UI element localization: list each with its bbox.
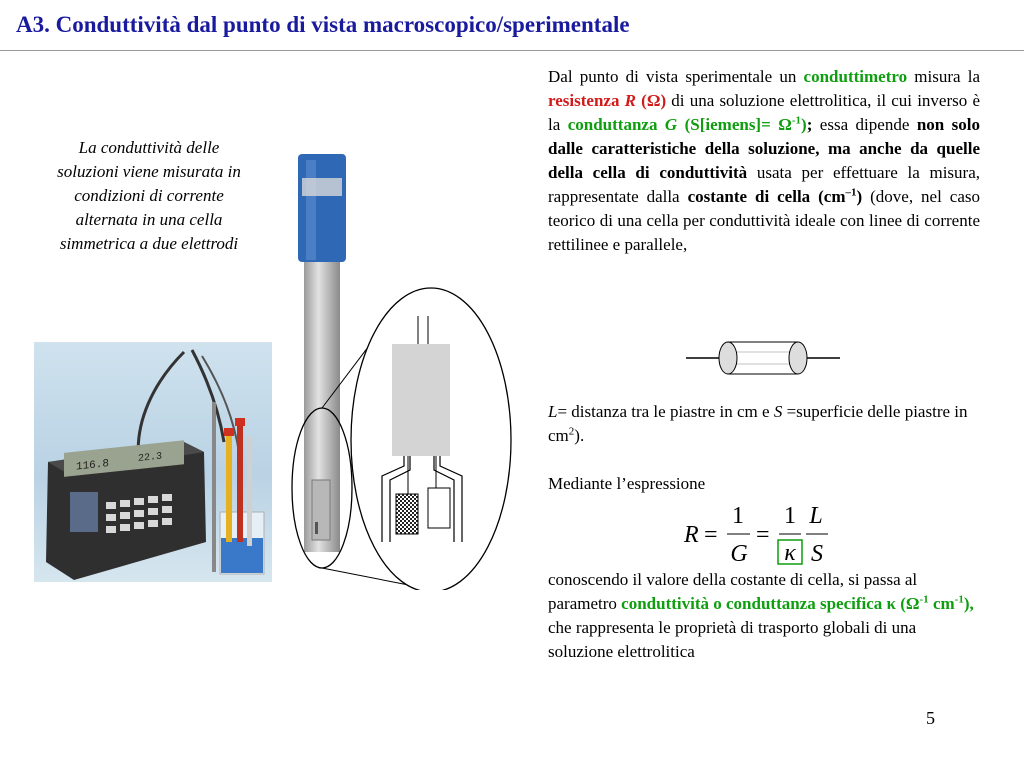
svg-text:L: L: [809, 503, 823, 529]
conductivity-meter-photo: [34, 342, 272, 582]
conclusion-paragraph: conoscendo il valore della costante di cella, si passa al parametro conduttività o conduttanza specifica κ ($\Omega^{-1}$ $cm^{-1}$), che rappresenta le proprietà di trasporto globali di una soluzione elettrolitica: [548, 570, 974, 661]
meter-display-1: 116.8: [76, 458, 109, 474]
term-conduttimetro: conduttimetro: [803, 67, 908, 86]
term-conduttanza: conduttanza G (S[iemens]= $\Omega^{-1}$): [567, 114, 807, 134]
definition-paragraph: L= distanza tra le piastre in cm e S =superficie delle piastre in $cm^2$).: [548, 402, 968, 445]
term-conduttivita-specifica: conduttività o conduttanza specifica κ ($\Omega^{-1}$ $cm^{-1}$),: [621, 593, 974, 613]
svg-text:1: 1: [784, 503, 796, 529]
ideal-cell-diagram: [686, 338, 842, 380]
svg-text:κ: κ: [784, 540, 796, 566]
slide-title: A3. Conduttività dal punto di vista macroscopico/sperimentale: [16, 12, 630, 37]
conductivity-probe-illustration: [286, 150, 526, 590]
expression-intro: Mediante l’espressione: [548, 474, 706, 493]
resistance-formula: [682, 498, 832, 568]
page-number: 5: [926, 708, 935, 728]
term-costante-cella: costante di cella $(cm^{-1})$: [687, 186, 863, 206]
svg-text:1: 1: [732, 503, 744, 529]
term-resistenza: resistenza R (Ω): [548, 91, 667, 110]
intro-paragraph: Dal punto di vista sperimentale un conduttimetro misura la resistenza R (Ω) di una soluzione elettrolitica, il cui inverso è la conduttanza G (S[iemens]= $\Omega^{-1}$); essa dipende non solo dalle caratteristiche della soluzione, ma anche da quelle della cella di conduttività usata per effettuare la misura, rappresentate dalla costante di cella $(cm^{-1})$ (dove, nel caso teorico di una cella per conduttività ideale con linee di corrente rettilinee e parallele,: [548, 67, 981, 254]
photo-caption: La conduttività delle soluzioni viene misurata in condizioni di corrente alternata in una cella simmetrica a due elettrodi: [57, 138, 241, 253]
svg-text:R: R: [684, 522, 699, 548]
svg-text:S: S: [811, 541, 823, 567]
meter-display-2: 22.3: [138, 451, 162, 466]
svg-text:=: =: [704, 522, 718, 548]
svg-text:G: G: [730, 541, 748, 567]
svg-text:=: =: [756, 522, 770, 548]
title-divider: [0, 50, 1024, 51]
